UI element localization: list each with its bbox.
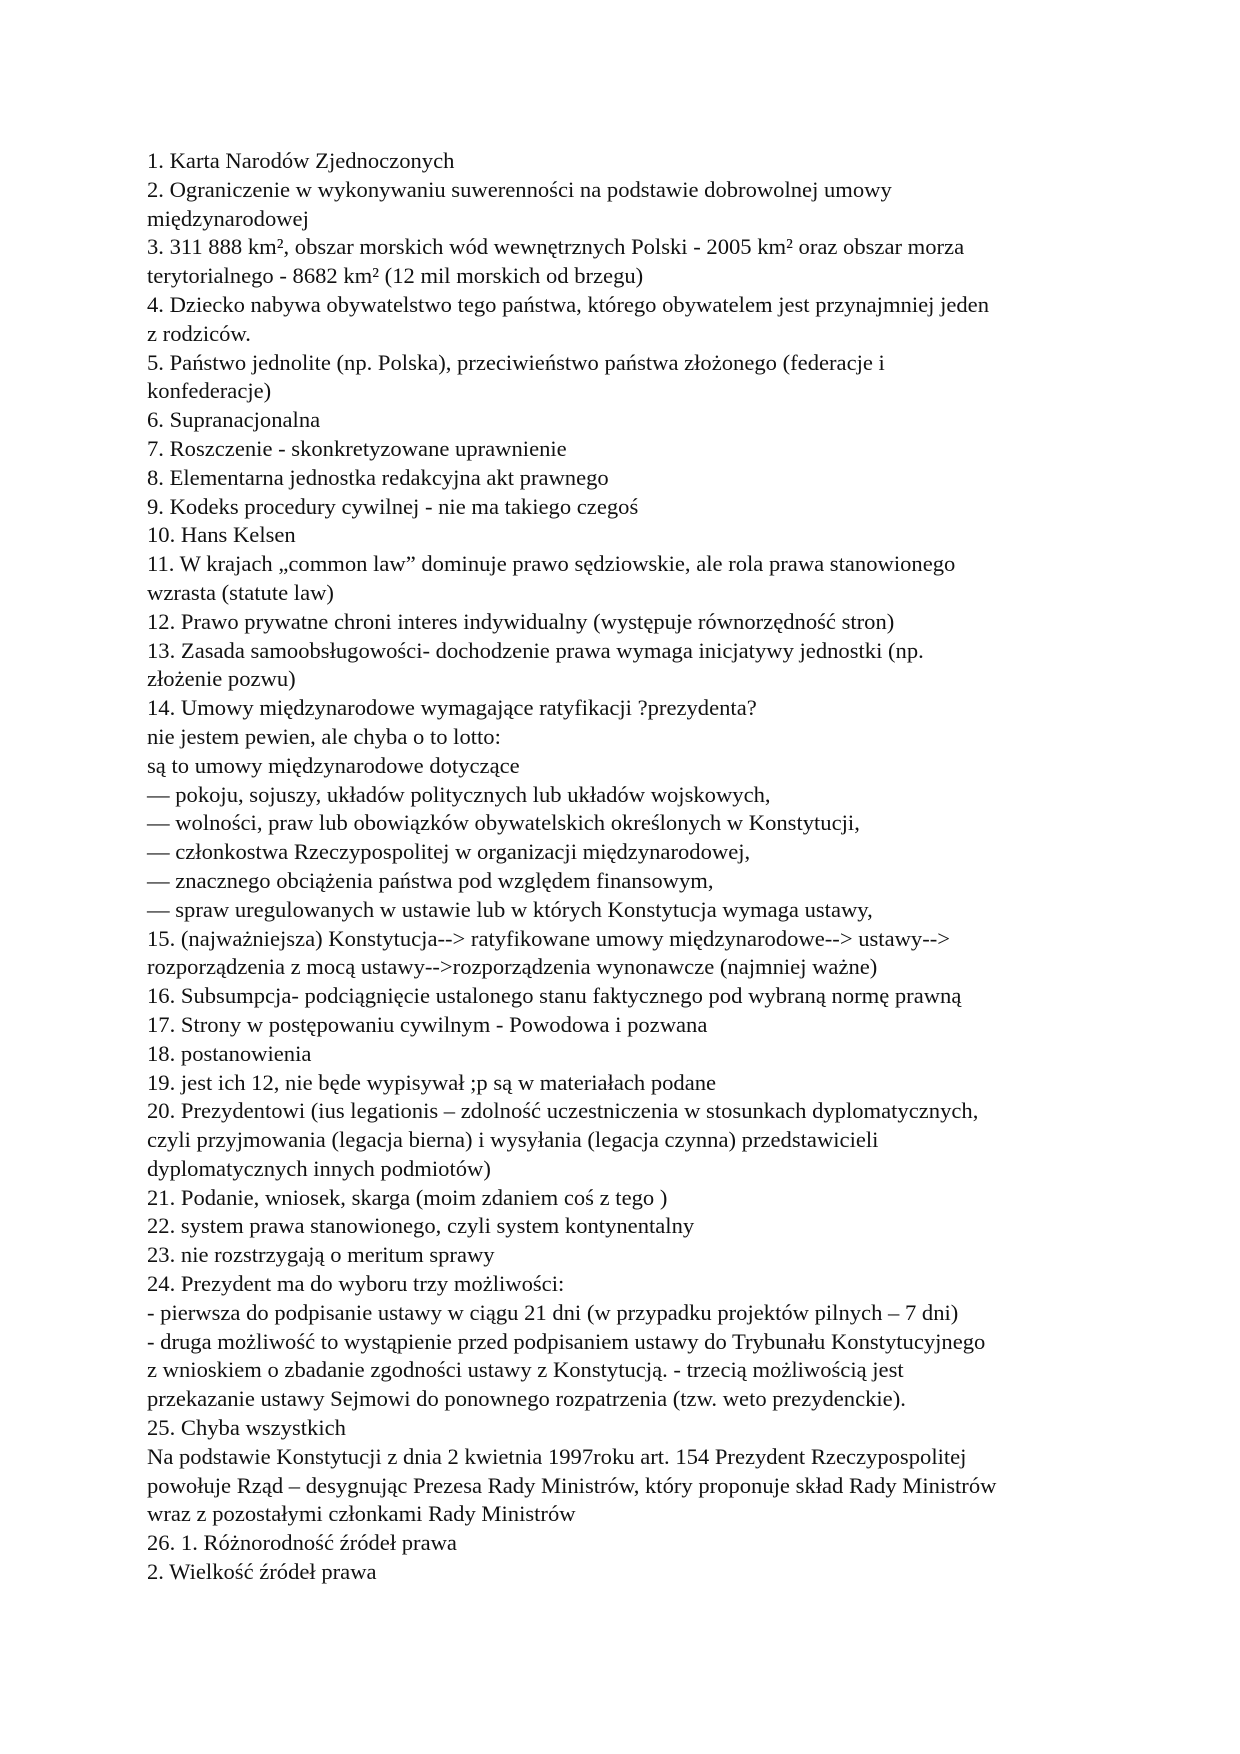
text-line: wzrasta (statute law) [147,579,334,605]
text-line: — członkostwa Rzeczypospolitej w organizacji międzynarodowej, [147,839,751,865]
text-line: - pierwsza do podpisanie ustawy w ciągu 21 dni (w przypadku projektów pilnych – 7 dni) [147,1299,959,1325]
text-line: przekazanie ustawy Sejmowi do ponownego rozpatrzenia (tzw. weto prezydenckie). [147,1386,906,1412]
text-line: czyli przyjmowania (legacja bierna) i wysyłania (legacja czynna) przedstawicieli [147,1127,879,1153]
text-line: Na podstawie Konstytucji z dnia 2 kwietnia 1997roku art. 154 Prezydent Rzeczypospolitej [147,1443,967,1469]
text-line: z rodziców. [147,320,251,346]
text-line: 22. system prawa stanowionego, czyli system kontynentalny [147,1213,695,1239]
text-line: 2. Wielkość źródeł prawa [147,1559,377,1585]
text-line: 17. Strony w postępowaniu cywilnym - Powodowa i pozwana [147,1011,708,1037]
text-line: 5. Państwo jednolite (np. Polska), przeciwieństwo państwa złożonego (federacje i [147,349,885,375]
text-line: 25. Chyba wszystkich [147,1415,346,1441]
text-line: 3. 311 888 km², obszar morskich wód wewnętrznych Polski - 2005 km² oraz obszar morza [147,234,965,260]
text-line: z wnioskiem o zbadanie zgodności ustawy z Konstytucją. - trzecią możliwością jest [147,1357,904,1383]
text-line: 1. Karta Narodów Zjednoczonych [147,148,455,173]
text-line: są to umowy międzynarodowe dotyczące [147,752,520,778]
text-line: — znacznego obciążenia państwa pod względem finansowym, [147,867,714,893]
text-line: 4. Dziecko nabywa obywatelstwo tego państwa, którego obywatelem jest przynajmniej jeden [147,291,989,317]
text-line: 21. Podanie, wniosek, skarga (moim zdaniem coś z tego ) [147,1184,668,1210]
text-line: — wolności, praw lub obowiązków obywatelskich określonych w Konstytucji, [147,810,860,836]
text-line: 8. Elementarna jednostka redakcyjna akt prawnego [147,464,609,490]
text-line: 12. Prawo prywatne chroni interes indywidualny (występuje równorzędność stron) [147,608,895,634]
text-line: 16. Subsumpcja- podciągnięcie ustalonego stanu faktycznego pod wybraną normę prawną [147,983,962,1009]
text-line: - druga możliwość to wystąpienie przed podpisaniem ustawy do Trybunału Konstytucyjnego [147,1328,986,1354]
text-line: powołuje Rząd – desygnując Prezesa Rady Ministrów, który proponuje skład Rady Ministrów [147,1472,997,1498]
text-line: 10. Hans Kelsen [147,522,296,548]
text-line: — spraw uregulowanych w ustawie lub w których Konstytucja wymaga ustawy, [147,896,873,922]
text-line: — pokoju, sojuszy, układów politycznych lub układów wojskowych, [147,781,771,807]
document-page [147,147,1107,1587]
text-line: 9. Kodeks procedury cywilnej - nie ma takiego czegoś [147,493,639,519]
text-line: rozporządzenia z mocą ustawy-->rozporządzenia wynonawcze (najmniej ważne) [147,954,878,980]
text-line: 11. W krajach „common law” dominuje prawo sędziowskie, ale rola prawa stanowionego [147,551,956,577]
text-line: 7. Roszczenie - skonkretyzowane uprawnienie [147,435,567,461]
text-line: nie jestem pewien, ale chyba o to lotto: [147,723,501,749]
text-line: 26. 1. Różnorodność źródeł prawa [147,1530,457,1556]
text-line: 13. Zasada samoobsługowości- dochodzenie prawa wymaga inicjatywy jednostki (np. [147,637,924,663]
text-line: 15. (najważniejsza) Konstytucja--> ratyfikowane umowy międzynarodowe--> ustawy--> [147,925,951,951]
text-line: 18. postanowienia [147,1040,312,1066]
text-line: dyplomatycznych innych podmiotów) [147,1155,491,1181]
text-line: konfederacje) [147,378,272,404]
text-line: międzynarodowej [147,205,309,231]
text-line: 23. nie rozstrzygają o meritum sprawy [147,1242,495,1268]
text-line: 6. Supranacjonalna [147,407,321,433]
text-line: 2. Ograniczenie w wykonywaniu suwerenności na podstawie dobrowolnej umowy [147,176,892,202]
text-line: złożenie pozwu) [147,666,296,692]
text-line: 20. Prezydentowi (ius legationis – zdolność uczestniczenia w stosunkach dyplomatycznych, [147,1098,979,1124]
text-line: 14. Umowy międzynarodowe wymagające ratyfikacji ?prezydenta? [147,695,757,721]
text-line: 19. jest ich 12, nie będe wypisywał ;p są w materiałach podane [147,1069,717,1095]
text-line: terytorialnego - 8682 km² (12 mil morskich od brzegu) [147,263,644,289]
text-line: wraz z pozostałymi członkami Rady Ministrów [147,1501,576,1527]
text-line: 24. Prezydent ma do wyboru trzy możliwości: [147,1271,565,1297]
